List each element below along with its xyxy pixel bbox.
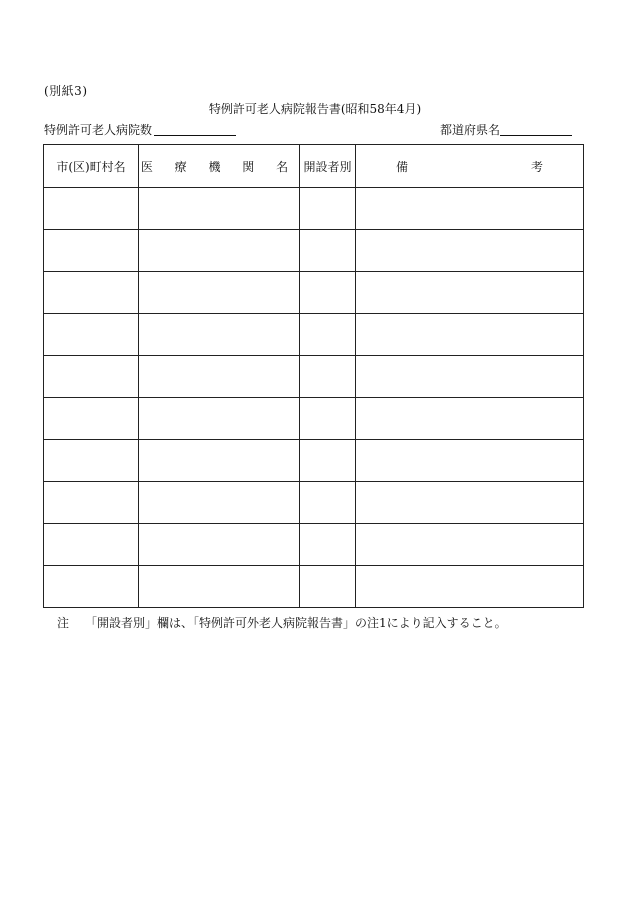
cell-remarks[interactable] — [356, 482, 584, 524]
cell-municipality[interactable] — [44, 440, 139, 482]
cell-municipality[interactable] — [44, 356, 139, 398]
table-row — [44, 188, 584, 230]
header-remarks-char1: 備 — [396, 160, 409, 174]
cell-institution-name[interactable] — [139, 230, 300, 272]
table-row — [44, 398, 584, 440]
cell-founder-type[interactable] — [300, 188, 356, 230]
cell-institution-name[interactable] — [139, 356, 300, 398]
cell-founder-type[interactable] — [300, 272, 356, 314]
cell-remarks[interactable] — [356, 440, 584, 482]
table-row — [44, 440, 584, 482]
header-founder-type: 開設者別 — [300, 145, 356, 188]
cell-municipality[interactable] — [44, 524, 139, 566]
cell-municipality[interactable] — [44, 230, 139, 272]
cell-founder-type[interactable] — [300, 230, 356, 272]
header-institution-name: 医 療 機 関 名 — [139, 145, 300, 188]
cell-institution-name[interactable] — [139, 272, 300, 314]
table-row — [44, 524, 584, 566]
cell-municipality[interactable] — [44, 314, 139, 356]
prefecture-label: 都道府県名 — [440, 123, 501, 137]
cell-remarks[interactable] — [356, 230, 584, 272]
cell-remarks[interactable] — [356, 566, 584, 608]
cell-institution-name[interactable] — [139, 524, 300, 566]
header-remarks-char2: 考 — [530, 160, 543, 174]
table-row — [44, 230, 584, 272]
table-header-row — [44, 145, 584, 188]
annex-label: (別紙3) — [44, 84, 88, 98]
cell-municipality[interactable] — [44, 566, 139, 608]
cell-remarks[interactable] — [356, 314, 584, 356]
cell-remarks[interactable] — [356, 188, 584, 230]
cell-founder-type[interactable] — [300, 524, 356, 566]
cell-institution-name[interactable] — [139, 482, 300, 524]
header-municipality: 市(区)町村名 — [44, 145, 139, 188]
footnote-text: 「開設者別」欄は、「特例許可外老人病院報告書」の注1により記入すること。 — [85, 616, 507, 630]
cell-remarks[interactable] — [356, 524, 584, 566]
footnote — [57, 614, 507, 631]
hospital-count-field — [154, 135, 236, 136]
cell-institution-name[interactable] — [139, 566, 300, 608]
cell-founder-type[interactable] — [300, 314, 356, 356]
cell-institution-name[interactable] — [139, 440, 300, 482]
table-row — [44, 566, 584, 608]
cell-founder-type[interactable] — [300, 440, 356, 482]
cell-municipality[interactable] — [44, 398, 139, 440]
footnote-mark: 注 — [57, 616, 70, 630]
cell-founder-type[interactable] — [300, 398, 356, 440]
cell-founder-type[interactable] — [300, 356, 356, 398]
cell-remarks[interactable] — [356, 398, 584, 440]
table-row — [44, 272, 584, 314]
hospital-count-label: 特例許可老人病院数 — [44, 123, 153, 137]
cell-municipality[interactable] — [44, 482, 139, 524]
cell-founder-type[interactable] — [300, 566, 356, 608]
cell-municipality[interactable] — [44, 272, 139, 314]
report-table — [43, 144, 584, 608]
cell-institution-name[interactable] — [139, 398, 300, 440]
cell-remarks[interactable] — [356, 356, 584, 398]
table-row — [44, 482, 584, 524]
header-remarks — [356, 145, 584, 188]
table-row — [44, 314, 584, 356]
prefecture-field — [500, 135, 572, 136]
document-title: 特例許可老人病院報告書(昭和58年4月) — [208, 102, 422, 116]
cell-remarks[interactable] — [356, 272, 584, 314]
table-row — [44, 356, 584, 398]
cell-founder-type[interactable] — [300, 482, 356, 524]
cell-institution-name[interactable] — [139, 188, 300, 230]
cell-institution-name[interactable] — [139, 314, 300, 356]
cell-municipality[interactable] — [44, 188, 139, 230]
